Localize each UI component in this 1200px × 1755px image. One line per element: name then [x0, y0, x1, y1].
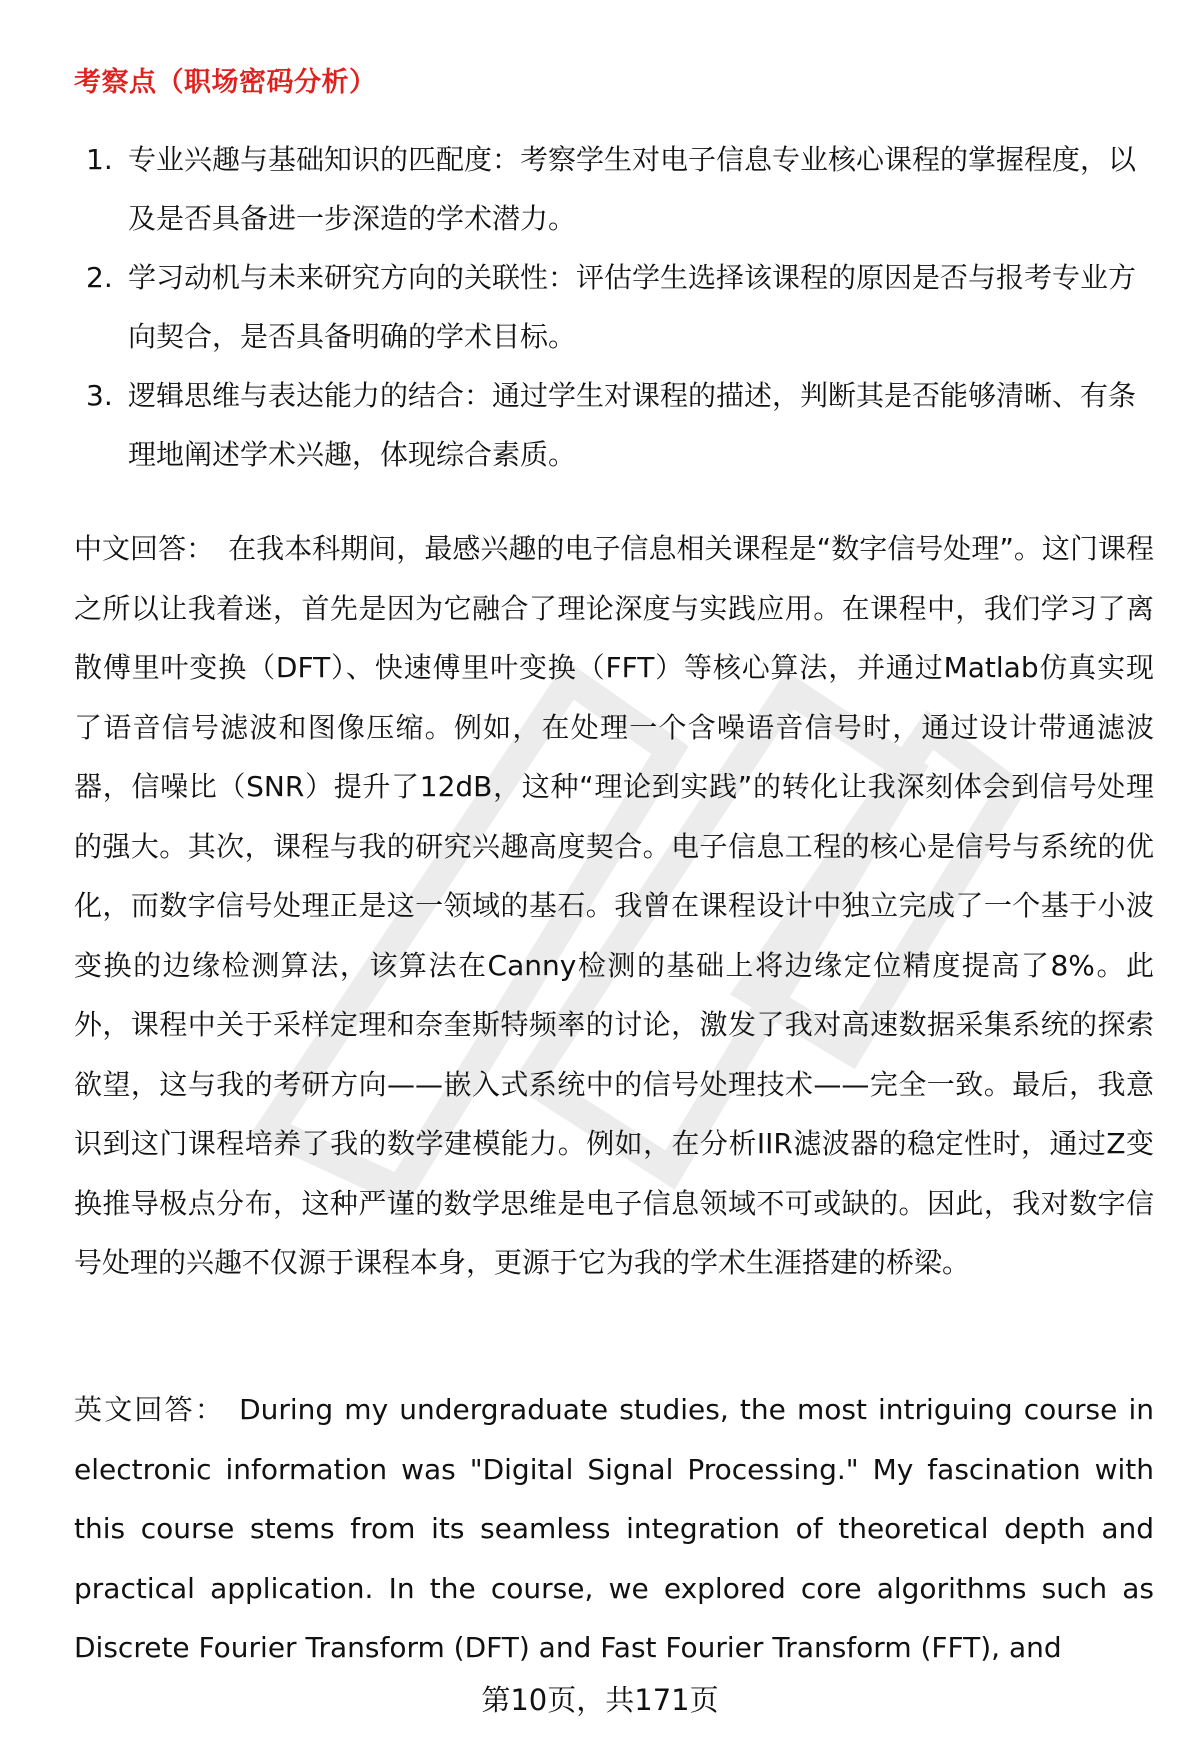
english-answer-text: During my undergraduate studies, the most intriguing course in electronic information was "Digital Signal Processing." My fascination with this course stems from its seamless integration of theoretical depth and practical application. In the course, we explored core algorithms such as Discrete Fourier Transform (DFT) and Fast Fourier Transform (FFT), and	[74, 1393, 1154, 1664]
list-item	[74, 366, 1154, 484]
list-item	[74, 130, 1154, 248]
list-item-number: 3.	[86, 379, 113, 412]
chinese-answer-label: 中文回答：	[74, 532, 215, 565]
list-item-number: 2.	[86, 261, 113, 294]
assessment-points-list	[74, 130, 1154, 484]
section-title: 考察点（职场密码分析）	[74, 67, 377, 98]
english-answer-paragraph	[74, 1380, 1154, 1678]
list-item-number: 1.	[86, 143, 113, 176]
list-item-text: 学习动机与未来研究方向的关联性：评估学生选择该课程的原因是否与报考专业方向契合，是否具备明确的学术目标。	[128, 261, 1137, 353]
english-answer-label: 英文回答：	[74, 1393, 226, 1426]
list-item-text: 专业兴趣与基础知识的匹配度：考察学生对电子信息专业核心课程的掌握程度，以及是否具备进一步深造的学术潜力。	[128, 143, 1137, 235]
chinese-answer-paragraph	[74, 519, 1154, 1293]
list-item-text: 逻辑思维与表达能力的结合：通过学生对课程的描述，判断其是否能够清晰、有条理地阐述学术兴趣，体现综合素质。	[128, 379, 1137, 471]
chinese-answer-text: 在我本科期间，最感兴趣的电子信息相关课程是“数字信号处理”。这门课程之所以让我着迷，首先是因为它融合了理论深度与实践应用。在课程中，我们学习了离散傅里叶变换（DFT）、快速傅里叶变换（FFT）等核心算法，并通过Matlab仿真实现了语音信号滤波和图像压缩。例如，在处理一个含噪语音信号时，通过设计带通滤波器，信噪比（SNR）提升了12dB，这种“理论到实践”的转化让我深刻体会到信号处理的强大。其次，课程与我的研究兴趣高度契合。电子信息工程的核心是信号与系统的优化，而数字信号处理正是这一领域的基石。我曾在课程设计中独立完成了一个基于小波变换的边缘检测算法，该算法在Canny检测的基础上将边缘定位精度提高了8%。此外，课程中关于采样定理和奈奎斯特频率的讨论，激发了我对高速数据采集系统的探索欲望，这与我的考研方向——嵌入式系统中的信号处理技术——完全一致。最后，我意识到这门课程培养了我的数学建模能力。例如，在分析IIR滤波器的稳定性时，通过Z变换推导极点分布，这种严谨的数学思维是电子信息领域不可或缺的。因此，我对数字信号处理的兴趣不仅源于课程本身，更源于它为我的学术生涯搭建的桥梁。	[74, 532, 1154, 1279]
page-number-footer: 第10页，共171页	[481, 1683, 719, 1717]
list-item	[74, 248, 1154, 366]
